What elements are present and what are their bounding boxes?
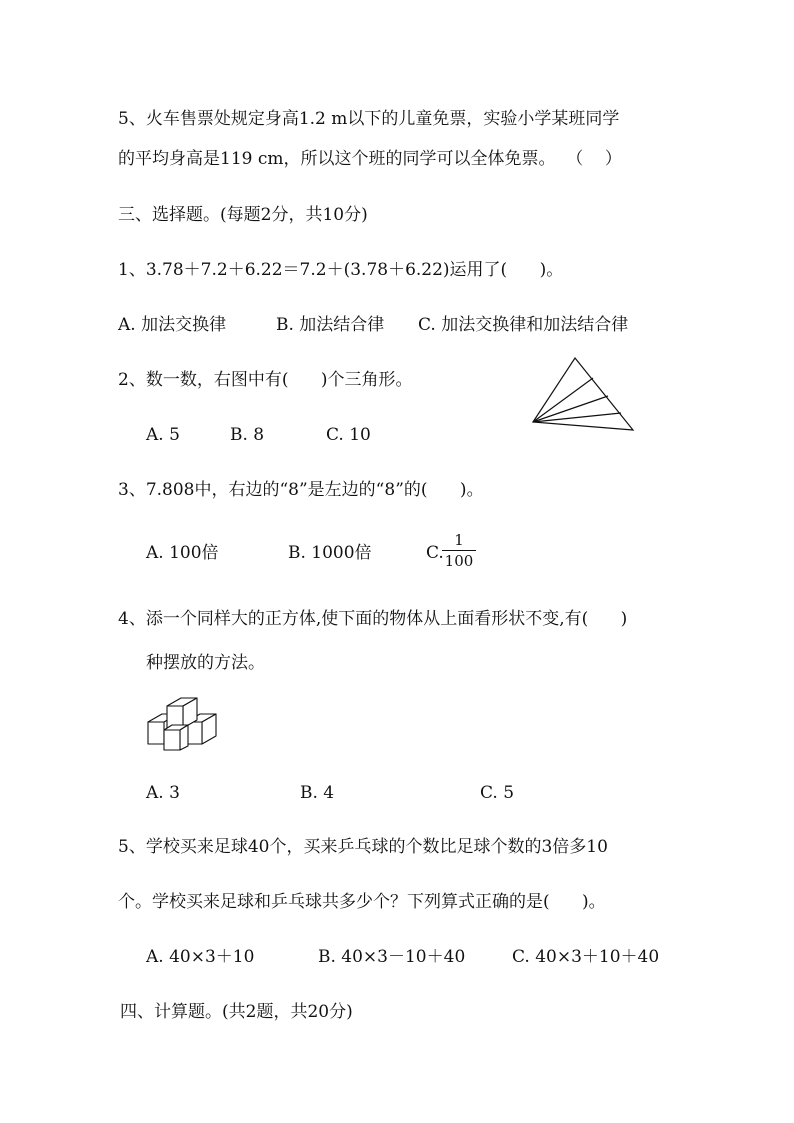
q1-option-a: A. 加法交换律 — [118, 315, 227, 335]
q3-text: 3、7.808中，右边的“8”是左边的“8”的( )。 — [118, 480, 484, 500]
q5-option-c: C. 40×3＋10＋40 — [512, 947, 660, 967]
fraction-numerator: 1 — [442, 530, 476, 551]
q1-option-b: B. 加法结合律 — [276, 315, 385, 335]
q1-text: 1、3.78＋7.2＋6.22＝7.2＋(3.78＋6.22)运用了( )。 — [118, 260, 564, 280]
q2-text: 2、数一数，右图中有( )个三角形。 — [118, 370, 413, 390]
q2-option-a: A. 5 — [146, 425, 180, 445]
fraction-denominator: 100 — [444, 552, 474, 570]
triangle-outline — [533, 358, 633, 430]
q1-option-c: C. 加法交换律和加法结合律 — [418, 315, 629, 335]
cube-side-face — [180, 725, 188, 750]
cube-front-face — [148, 722, 164, 744]
q4-option-c: C. 5 — [480, 783, 515, 803]
q4-line2: 种摆放的方法。 — [146, 653, 265, 673]
q2-option-b: B. 8 — [230, 425, 265, 445]
judge-q5-line2: 的平均身高是119 cm，所以这个班的同学可以全体免票。 （ ） — [118, 149, 622, 169]
q3-option-a: A. 100倍 — [146, 543, 219, 563]
q2-option-c: C. 10 — [326, 425, 371, 445]
q5-option-a: A. 40×3＋10 — [146, 947, 255, 967]
q4-line1: 4、添一个同样大的正方体,使下面的物体从上面看形状不变,有( ) — [118, 609, 628, 629]
q3-option-b: B. 1000倍 — [288, 543, 372, 563]
cube-stack-figure — [145, 692, 221, 752]
q3-fraction — [442, 530, 476, 571]
q5-line1: 5、学校买来足球40个，买来乒乓球的个数比足球个数的3倍多10 — [118, 837, 608, 857]
cube-front-face — [164, 730, 180, 750]
triangle-fan-figure — [528, 356, 638, 434]
q4-option-b: B. 4 — [300, 783, 335, 803]
q4-option-a: A. 3 — [146, 783, 180, 803]
triangle-ray-1 — [533, 378, 593, 422]
judge-q5-line1: 5、火车售票处规定身高1.2 m以下的儿童免票，实验小学某班同学 — [118, 109, 620, 129]
q3-option-c: C. — [426, 543, 444, 563]
section3-title: 三、选择题。(每题2分，共10分) — [118, 205, 368, 225]
q5-line2: 个。学校买来足球和乒乓球共多少个？下列算式正确的是( )。 — [118, 892, 606, 912]
q5-option-b: B. 40×3－10＋40 — [318, 947, 466, 967]
section4-title: 四、计算题。(共2题，共20分) — [120, 1002, 353, 1022]
